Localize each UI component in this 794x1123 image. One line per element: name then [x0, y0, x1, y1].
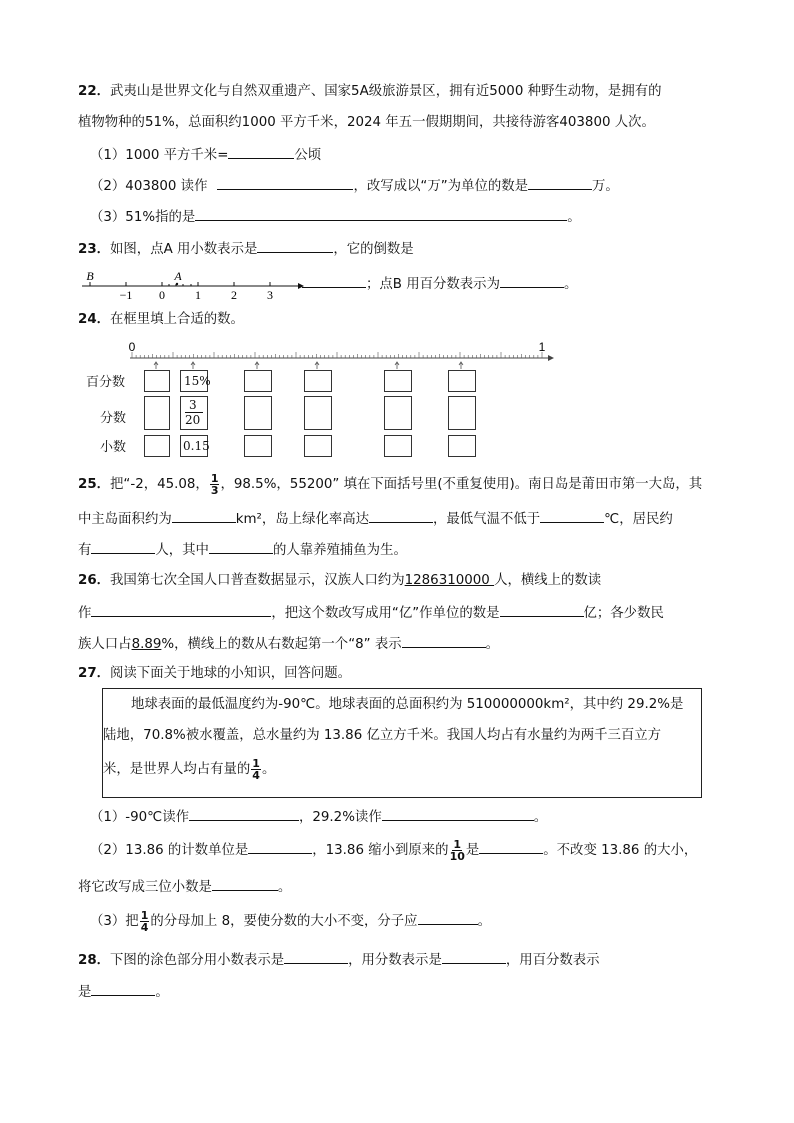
- tick-label: −1: [119, 288, 133, 302]
- row-label-decimal: 小数: [100, 440, 127, 455]
- fraction-one-third: [210, 473, 220, 496]
- row-label-fraction: 分数: [100, 411, 127, 426]
- underlined-number: 8.89: [131, 637, 162, 652]
- q27-p3-end: 。: [477, 914, 491, 929]
- answer-blank[interactable]: [479, 839, 543, 854]
- q28-text3: ，用百分数表示: [505, 953, 600, 968]
- q24-figure: [86, 338, 566, 460]
- q28-line1: [78, 949, 600, 971]
- q27-part2-line2: [78, 876, 291, 898]
- answer-blank[interactable]: [369, 508, 433, 523]
- q25-text9: 的人靠养殖捕鱼为生。: [272, 543, 407, 558]
- q27-p1-text2: ，29.2%读作: [299, 810, 382, 825]
- decimal-box[interactable]: [384, 435, 412, 457]
- q27-p3-text2: 的分母加上 8，要使分数的大小不变，分子应: [150, 914, 418, 929]
- given-frac-numerator: 3: [189, 398, 197, 412]
- answer-blank[interactable]: [528, 175, 592, 190]
- q25-text5: ，最低气温不低于: [433, 512, 541, 527]
- box-end: 。: [261, 762, 276, 777]
- pointer-arrow: [191, 362, 195, 369]
- answer-blank[interactable]: [302, 273, 366, 288]
- percent-box[interactable]: [304, 370, 332, 392]
- tick-label: 1: [195, 288, 201, 302]
- q22-part1: [90, 144, 321, 166]
- q25-text: 把“-2，45.08，: [110, 477, 209, 492]
- q28-text: 下图的涂色部分用小数表示是: [110, 953, 285, 968]
- frac-denominator: 4: [140, 920, 149, 934]
- point-a: [176, 283, 178, 285]
- question-number: 24．: [78, 312, 111, 327]
- underlined-number: 1286310000: [404, 573, 495, 588]
- q24-line1: [78, 310, 244, 330]
- fraction-box[interactable]: [304, 396, 332, 430]
- pointer-arrow: [255, 362, 259, 369]
- answer-blank[interactable]: [212, 876, 278, 891]
- q23-line2: [302, 273, 577, 295]
- q28-text4: 是: [78, 985, 92, 1000]
- q22-part2: [90, 175, 619, 197]
- q23-text2: ，它的倒数是: [333, 242, 414, 257]
- q26-text: 我国第七次全国人口普查数据显示，汉族人口约为: [110, 573, 405, 588]
- row-label-percent: 百分数: [86, 375, 126, 390]
- answer-blank[interactable]: [172, 508, 236, 523]
- q27-part2: [90, 838, 697, 864]
- q27-p2-text5: 将它改写成三位小数是: [78, 880, 212, 895]
- q27-p2-text4: 。不改变 13.86 的大小，: [543, 843, 698, 858]
- q27-p2-text2: ，13.86 缩小到原来的: [312, 843, 449, 858]
- q25-line3: [78, 539, 407, 561]
- fraction-box[interactable]: [448, 396, 476, 430]
- q26-text2: 人，横线上的数读: [494, 573, 602, 588]
- question-number: 28．: [78, 953, 111, 968]
- q23-text: 如图，点A 用小数表示是: [110, 242, 258, 257]
- frac-numerator: 1: [453, 837, 462, 851]
- frac-numerator: 1: [140, 908, 149, 922]
- percent-box[interactable]: [448, 370, 476, 392]
- q26-text3: 作: [78, 606, 92, 621]
- given-percent: 15%: [184, 374, 211, 388]
- q22-p3-text: （3）51%指的是: [90, 210, 196, 225]
- q22-text: 武夷山是世界文化与自然双重遗产、国家5A级旅游景区，拥有近5000 种野生动物，是拥有的: [110, 84, 662, 99]
- q23-text3: ；点B 用百分数表示为: [366, 277, 500, 292]
- question-number: 26．: [78, 573, 111, 588]
- q22-p1-unit: 公顷: [294, 148, 322, 163]
- q25-text6: ℃，居民约: [604, 512, 673, 527]
- q28-text2: ，用分数表示是: [348, 953, 442, 968]
- q27-p1-end: 。: [533, 810, 548, 825]
- q25-text7: 有: [78, 543, 92, 558]
- q22-p1-text: （1）1000 平方千米=: [90, 148, 229, 163]
- fraction-one-tenth: [450, 839, 465, 862]
- q27-p2-text: （2）13.86 的计数单位是: [90, 843, 249, 858]
- answer-blank[interactable]: [91, 981, 155, 996]
- q27-p3-text: （3）把: [90, 914, 139, 929]
- frac-numerator: 1: [210, 471, 219, 485]
- percent-box: [180, 370, 211, 392]
- decimal-box[interactable]: [244, 435, 272, 457]
- q26-end: 。: [485, 637, 500, 652]
- ruler-end-label: 1: [538, 340, 546, 354]
- q25-line2: [78, 508, 673, 530]
- pointer-arrow: [315, 362, 319, 369]
- answer-blank[interactable]: [248, 839, 312, 854]
- q27-part3: [90, 909, 491, 935]
- tick-label: 3: [267, 288, 273, 302]
- q22-line1: [78, 82, 662, 102]
- question-number: 23．: [78, 242, 111, 257]
- answer-blank[interactable]: [500, 273, 564, 288]
- fraction-box: [180, 396, 208, 430]
- percent-box[interactable]: [144, 370, 170, 392]
- point-b-label: B: [86, 269, 94, 283]
- decimal-box[interactable]: [144, 435, 170, 457]
- answer-blank[interactable]: [257, 238, 333, 253]
- answer-blank[interactable]: [195, 206, 567, 221]
- q27-text: 阅读下面关于地球的小知识，回答问题。: [110, 666, 352, 681]
- q28-end: 。: [155, 985, 169, 1000]
- q27-p2-text3: 是: [465, 843, 480, 858]
- answer-blank[interactable]: [382, 806, 534, 821]
- box-text-line3: [103, 755, 275, 785]
- frac-denominator: 3: [210, 483, 219, 497]
- given-decimal: 0.15: [183, 439, 210, 453]
- q23-line1: [78, 238, 414, 260]
- q22-p3-end: 。: [567, 210, 581, 225]
- q24-text: 在框里填上合适的数。: [110, 312, 244, 327]
- pointer-arrow: [395, 362, 399, 369]
- answer-blank[interactable]: [540, 508, 604, 523]
- fraction-box[interactable]: [144, 396, 170, 430]
- reading-box: [102, 688, 702, 798]
- fraction-box[interactable]: [244, 396, 272, 430]
- answer-blank[interactable]: [189, 806, 299, 821]
- frac-numerator: 1: [252, 756, 260, 770]
- q26-text6: 族人口占: [78, 637, 132, 652]
- q25-line1: [78, 472, 702, 498]
- fraction-one-quarter: [251, 758, 261, 781]
- decimal-box: [180, 435, 208, 457]
- decimal-box[interactable]: [448, 435, 476, 457]
- q22-p2-text2: ，改写成以“万”为单位的数是: [353, 179, 529, 194]
- answer-blank[interactable]: [91, 602, 271, 617]
- fraction-box[interactable]: [384, 396, 412, 430]
- q25-text3: 中主岛面积约为: [78, 512, 172, 527]
- answer-blank[interactable]: [442, 949, 506, 964]
- q27-p1-text: （1）-90℃读作: [90, 810, 189, 825]
- point-a-label: A: [174, 269, 182, 283]
- question-number: 25．: [78, 477, 111, 492]
- number-line: [80, 268, 304, 302]
- q22-part3: [90, 206, 581, 228]
- q25-text4: km²，岛上绿化率高达: [235, 512, 370, 527]
- q26-line2: [78, 602, 664, 624]
- fraction-one-quarter: [140, 910, 150, 933]
- q23-end: 。: [563, 277, 578, 292]
- q22-line2: 植物物种的51%，总面积约1000 平方千米，2024 年五一假期期间，共接待游客403800 人次。: [78, 115, 655, 130]
- q26-text7: %，横线上的数从右数起第一个“8” 表示: [161, 637, 402, 652]
- frac-denominator: 10: [449, 849, 465, 863]
- answer-blank[interactable]: [418, 910, 478, 925]
- ruler-start-label: 0: [128, 340, 136, 354]
- pointer-arrow: [154, 362, 158, 369]
- q28-line2: [78, 981, 169, 1003]
- frac-denominator: 4: [252, 768, 260, 782]
- q26-text5: 亿；各少数民: [583, 606, 664, 621]
- answer-blank[interactable]: [284, 949, 348, 964]
- q22-p2-unit: 万。: [592, 179, 619, 194]
- tick-label: 2: [231, 288, 237, 302]
- q27-p2-end: 。: [277, 880, 292, 895]
- pointer-arrow: [459, 362, 463, 369]
- q25-text2: ，98.5%，55200” 填在下面括号里(不重复使用)。南日岛是莆田市第一大岛，其: [220, 477, 703, 492]
- answer-blank[interactable]: [209, 539, 273, 554]
- q26-line3: [78, 633, 499, 655]
- question-number: 27．: [78, 666, 111, 681]
- box-text-line2: 陆地，70.8%被水覆盖，总水量约为 13.86 亿立方千米。我国人均占有水量约为两千三百立方: [103, 728, 662, 743]
- answer-blank[interactable]: [402, 633, 486, 648]
- q27-part1: [90, 806, 547, 828]
- answer-blank[interactable]: [217, 175, 353, 190]
- q22-p2-text: （2）403800 读作: [90, 179, 208, 194]
- box-text: 米，是世界人均占有量的: [103, 762, 251, 777]
- decimal-box[interactable]: [304, 435, 332, 457]
- given-frac-denominator: 20: [185, 413, 201, 427]
- percent-box[interactable]: [244, 370, 272, 392]
- q26-text4: ，把这个数改写成用“亿”作单位的数是: [271, 606, 500, 621]
- tick-label: 0: [159, 288, 165, 302]
- question-number: 22．: [78, 84, 111, 99]
- answer-blank[interactable]: [91, 539, 155, 554]
- q25-text8: 人，其中: [155, 543, 209, 558]
- q26-line1: [78, 571, 601, 591]
- percent-box[interactable]: [384, 370, 412, 392]
- answer-blank[interactable]: [500, 602, 584, 617]
- box-text-line1: 地球表面的最低温度约为-90℃。地球表面的总面积约为 510000000km²，其中约 29.2%是: [131, 697, 684, 712]
- answer-blank[interactable]: [228, 144, 294, 159]
- q27-line1: [78, 664, 351, 684]
